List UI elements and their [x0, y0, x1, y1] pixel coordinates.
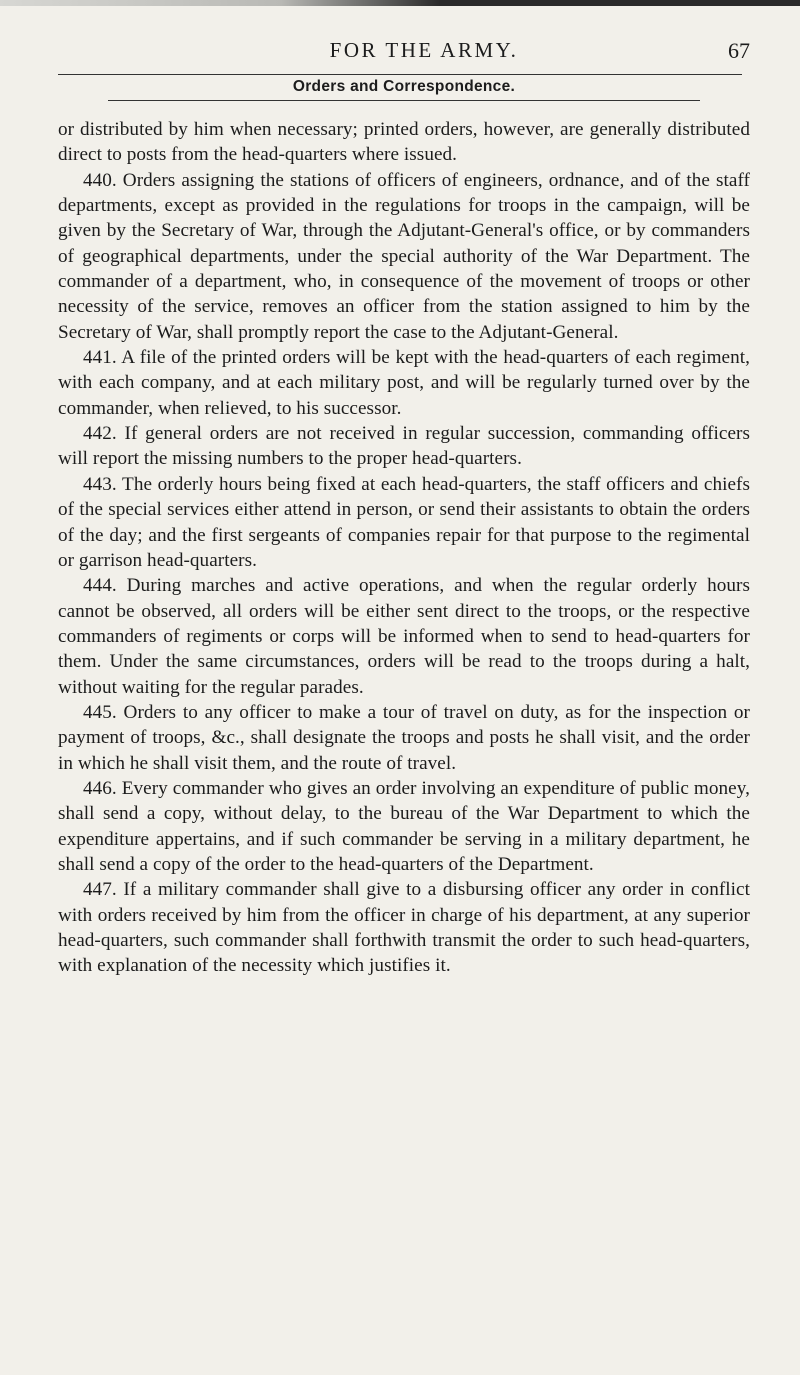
paragraph-447: 447. If a military commander shall give to a disbursing officer any order in conflict with orders received by him from the officer in charge of his department, at any superior head-quarters, such commander shall forthwith transmit the order to such head-quarters, with explanation of the necessity which justifies it.	[58, 879, 750, 977]
running-title: FOR THE ARMY.	[329, 38, 519, 62]
paragraph-446: 446. Every commander who gives an order involving an expenditure of public money, shall send a copy, without delay, to the bureau of the War Department to which the expenditure appertains, and if such commander be serving in a military department, he shall send a copy of the order to the head-quarters of the Department.	[58, 777, 750, 875]
running-header	[58, 34, 750, 74]
book-page	[58, 34, 750, 979]
section-heading: Orders and Correspondence.	[292, 78, 516, 95]
paragraph-443: 443. The orderly hours being fixed at each head-quarters, the staff officers and chiefs of the special services either attend in person, or send their assistants to obtain the orders of the day; and the first sergeants of companies repair for that purpose to the regimental or garrison head-quarters.	[58, 473, 750, 571]
section-rule	[108, 100, 700, 101]
paragraph-445: 445. Orders to any officer to make a tour of travel on duty, as for the inspection or payment of troops, &c., shall designate the troops and posts he shall visit, and the order in which he shall visit them, and the route of travel.	[58, 701, 750, 774]
paragraph-442: 442. If general orders are not received in regular succession, commanding officers will report the missing numbers to the proper head-quarters.	[58, 423, 750, 470]
paragraph-444: 444. During marches and active operations, and when the regular orderly hours cannot be observed, all orders will be either sent direct to the troops, or the respective commanders of regiments or corps will be informed when to send to head-quarters for them. Under the same circumstances, orders will be read to the troops during a halt, without waiting for the regular parades.	[58, 575, 750, 698]
page-top-edge	[0, 0, 800, 6]
body-text	[58, 117, 750, 979]
paragraph-440: 440. Orders assigning the stations of officers of engineers, ordnance, and of the staff departments, except as provided in the regulations for troops in the campaign, will be given by the Secretary of War, through the Adjutant-General's office, or by commanders of geographical departments, under the special authority of the War Department. The commander of a department, who, in consequence of the movement of troops or other necessity of the service, removes an officer from the station assigned to him by the Secretary of War, shall promptly report the case to the Adjutant-General.	[58, 169, 750, 343]
paragraph-continued: or distributed by him when necessary; printed orders, however, are generally distributed direct to posts from the head-quarters where issued.	[58, 119, 750, 166]
page-number: 67	[728, 38, 750, 63]
paragraph-441: 441. A file of the printed orders will be kept with the head-quarters of each regiment, with each company, and at each military post, and will be regularly turned over by the commander, when relieved, to his successor.	[58, 347, 750, 419]
